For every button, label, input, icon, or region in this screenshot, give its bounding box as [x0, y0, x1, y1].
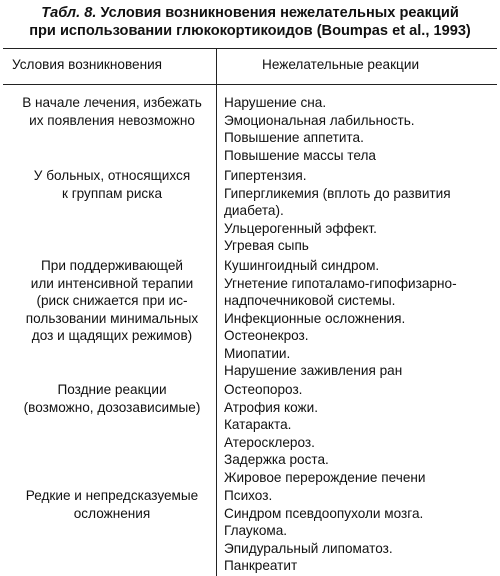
reaction-line: Нарушение сна.: [224, 95, 327, 110]
condition-line: У больных, относящихся: [33, 168, 191, 183]
column-header-reactions: Нежелательные реакции: [262, 57, 420, 72]
condition-line: Поздние реакции: [57, 382, 167, 397]
reaction-line: Гипертензия.: [224, 168, 307, 183]
condition-cell: [10, 381, 214, 416]
reactions-cell: [224, 167, 496, 255]
reaction-line: Панкреатит: [224, 558, 298, 573]
reaction-line: Повышение аппетита.: [224, 130, 364, 145]
table-number: Табл. 8.: [41, 5, 97, 21]
reaction-line: Кушингоидный синдром.: [224, 258, 380, 273]
reaction-line: Психоз.: [224, 488, 273, 503]
reaction-line: Эмоциональная лабильность.: [224, 112, 415, 128]
reaction-line: Атрофия кожи.: [224, 399, 319, 415]
reaction-line: Жировое перерождение печени: [224, 469, 426, 485]
reaction-line: Инфекционные осложнения.: [224, 310, 406, 326]
reaction-line: Нарушение заживления ран: [224, 363, 403, 378]
reactions-cell: [224, 381, 496, 486]
reaction-line: диабета).: [224, 203, 284, 218]
reaction-line: надпочечниковой системы.: [224, 293, 396, 308]
condition-line: Редкие и непредсказуемые: [25, 488, 199, 503]
condition-line: доз и щадящих режимов): [31, 328, 193, 343]
reaction-line: Гипергликемия (вплоть до развития: [224, 185, 451, 201]
reaction-line: Ульцерогенный эффект.: [224, 220, 377, 236]
reaction-line: Задержка роста.: [224, 452, 329, 467]
condition-line: В начале лечения, избежать: [22, 95, 202, 110]
condition-line: При поддерживающей: [40, 258, 183, 273]
condition-line: их появления невозможно: [29, 112, 195, 128]
reaction-line: Эпидуральный липоматоз.: [224, 540, 393, 556]
table-caption-line-1: [0, 4, 500, 22]
table-header-rule: [3, 84, 497, 85]
condition-line: пользовании минимальных: [25, 310, 199, 326]
column-header-conditions: Условия возникновения: [12, 57, 163, 72]
reaction-line: Атеросклероз.: [224, 434, 315, 450]
condition-line: осложнения: [73, 505, 151, 521]
reaction-line: Угревая сыпь: [224, 238, 309, 253]
condition-line: к группам риска: [61, 185, 163, 201]
table-title-line-1: Условия возникновения нежелательных реакций: [100, 5, 459, 21]
reaction-line: Повышение массы тела: [224, 147, 376, 163]
condition-cell: [10, 257, 214, 345]
condition-line: (риск снижается при ис-: [36, 293, 188, 308]
condition-line: (возможно, дозозависимые): [23, 399, 201, 415]
table-top-rule: [3, 48, 497, 49]
reaction-line: Синдром псевдоопухоли мозга.: [224, 505, 424, 521]
condition-cell: [10, 167, 214, 202]
table-title-line-2: при использовании глюкокортикоидов (Boumpas et al., 1993): [29, 23, 471, 39]
condition-cell: [10, 94, 214, 129]
reaction-line: Глаукома.: [224, 523, 288, 538]
column-divider: [216, 48, 217, 576]
reactions-cell: [224, 257, 496, 380]
reaction-line: Катаракта.: [224, 417, 292, 432]
reaction-line: Угнетение гипоталамо-гипофизарно-: [224, 275, 457, 291]
reaction-line: Остеопороз.: [224, 382, 303, 397]
condition-cell: [10, 487, 214, 522]
table-caption-line-2: [0, 22, 500, 40]
reaction-line: Остеонекроз.: [224, 328, 309, 343]
reaction-line: Миопатии.: [224, 345, 291, 361]
condition-line: или интенсивной терапии: [30, 275, 194, 291]
reactions-cell: [224, 487, 496, 575]
reactions-cell: [224, 94, 496, 164]
